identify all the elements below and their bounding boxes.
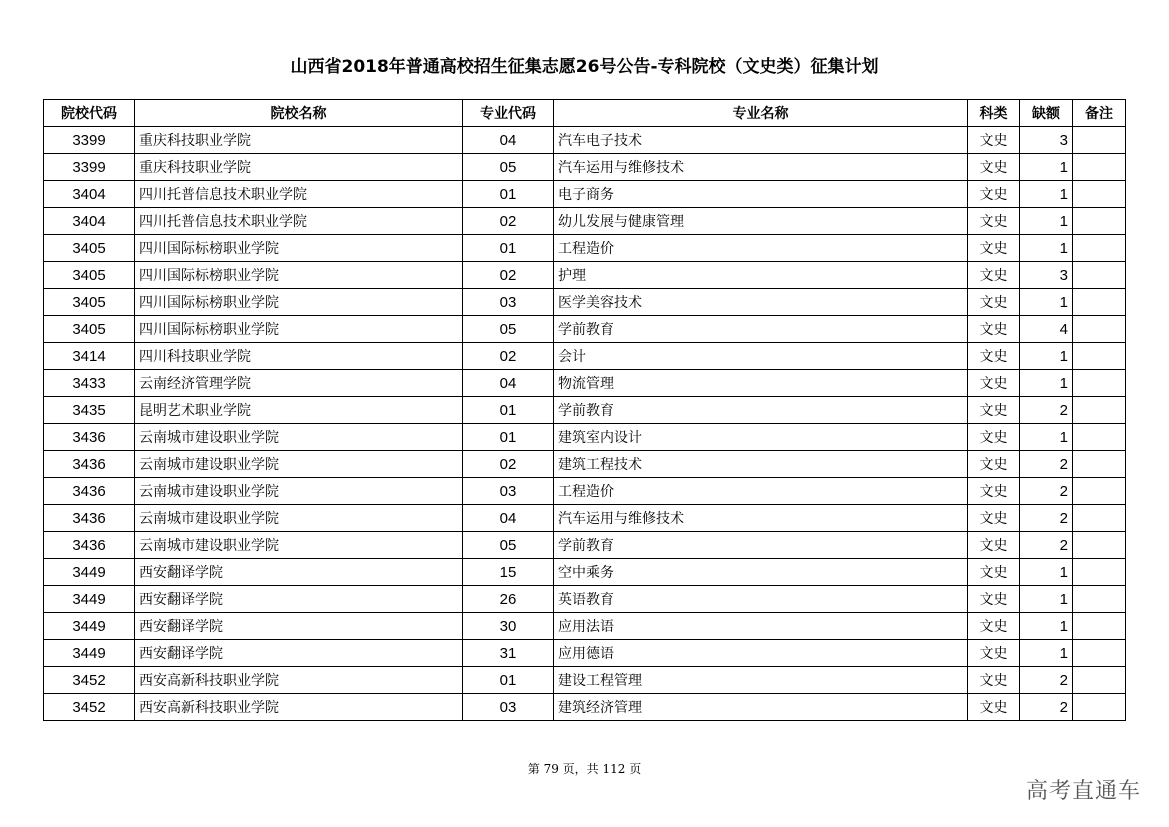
table-row [44, 586, 1126, 613]
cell-note [1073, 181, 1126, 208]
cell-quota: 2 [1020, 505, 1073, 532]
cell-major-code: 05 [463, 316, 554, 343]
cell-category: 文史 [968, 181, 1020, 208]
cell-school-name: 西安翻译学院 [135, 640, 463, 667]
cell-major-name: 应用法语 [554, 613, 968, 640]
cell-school-name: 四川托普信息技术职业学院 [135, 208, 463, 235]
cell-school-name: 云南城市建设职业学院 [135, 424, 463, 451]
cell-quota: 3 [1020, 262, 1073, 289]
table-row [44, 343, 1126, 370]
cell-major-name: 汽车运用与维修技术 [554, 505, 968, 532]
cell-note [1073, 127, 1126, 154]
cell-school-name: 西安翻译学院 [135, 586, 463, 613]
cell-major-name: 学前教育 [554, 397, 968, 424]
table-row [44, 208, 1126, 235]
cell-school-name: 西安翻译学院 [135, 559, 463, 586]
cell-note [1073, 586, 1126, 613]
cell-major-code: 02 [463, 262, 554, 289]
cell-major-code: 04 [463, 370, 554, 397]
cell-note [1073, 289, 1126, 316]
cell-school-name: 西安翻译学院 [135, 613, 463, 640]
cell-school-name: 云南城市建设职业学院 [135, 505, 463, 532]
header-major-name: 专业名称 [554, 100, 968, 127]
table-row [44, 181, 1126, 208]
cell-category: 文史 [968, 154, 1020, 181]
cell-major-code: 05 [463, 154, 554, 181]
cell-note [1073, 262, 1126, 289]
cell-category: 文史 [968, 613, 1020, 640]
cell-major-code: 01 [463, 424, 554, 451]
table-row [44, 154, 1126, 181]
cell-school-code: 3436 [44, 505, 135, 532]
cell-quota: 1 [1020, 154, 1073, 181]
cell-note [1073, 451, 1126, 478]
cell-note [1073, 532, 1126, 559]
header-school-code: 院校代码 [44, 100, 135, 127]
cell-school-code: 3449 [44, 586, 135, 613]
cell-school-name: 云南城市建设职业学院 [135, 478, 463, 505]
cell-quota: 2 [1020, 397, 1073, 424]
cell-major-code: 01 [463, 397, 554, 424]
cell-school-code: 3433 [44, 370, 135, 397]
cell-category: 文史 [968, 316, 1020, 343]
cell-quota: 1 [1020, 613, 1073, 640]
cell-major-code: 03 [463, 289, 554, 316]
cell-note [1073, 613, 1126, 640]
cell-school-name: 四川科技职业学院 [135, 343, 463, 370]
cell-school-name: 昆明艺术职业学院 [135, 397, 463, 424]
cell-major-code: 05 [463, 532, 554, 559]
header-quota: 缺额 [1020, 100, 1073, 127]
cell-category: 文史 [968, 586, 1020, 613]
cell-quota: 2 [1020, 478, 1073, 505]
cell-category: 文史 [968, 451, 1020, 478]
cell-school-name: 四川国际标榜职业学院 [135, 262, 463, 289]
cell-quota: 1 [1020, 640, 1073, 667]
cell-school-code: 3436 [44, 424, 135, 451]
cell-note [1073, 667, 1126, 694]
cell-major-code: 03 [463, 478, 554, 505]
cell-school-code: 3405 [44, 262, 135, 289]
cell-major-code: 01 [463, 667, 554, 694]
cell-category: 文史 [968, 235, 1020, 262]
cell-note [1073, 154, 1126, 181]
cell-quota: 4 [1020, 316, 1073, 343]
table-row [44, 694, 1126, 721]
cell-major-code: 31 [463, 640, 554, 667]
cell-quota: 2 [1020, 451, 1073, 478]
cell-category: 文史 [968, 127, 1020, 154]
cell-school-code: 3405 [44, 235, 135, 262]
cell-major-name: 汽车运用与维修技术 [554, 154, 968, 181]
cell-major-name: 电子商务 [554, 181, 968, 208]
cell-school-name: 四川国际标榜职业学院 [135, 235, 463, 262]
cell-major-name: 工程造价 [554, 235, 968, 262]
cell-school-code: 3436 [44, 532, 135, 559]
cell-major-code: 15 [463, 559, 554, 586]
cell-school-name: 西安高新科技职业学院 [135, 694, 463, 721]
cell-school-code: 3404 [44, 181, 135, 208]
cell-school-code: 3436 [44, 451, 135, 478]
cell-school-name: 重庆科技职业学院 [135, 154, 463, 181]
cell-major-code: 04 [463, 505, 554, 532]
header-school-name: 院校名称 [135, 100, 463, 127]
cell-category: 文史 [968, 370, 1020, 397]
cell-note [1073, 505, 1126, 532]
cell-major-name: 建设工程管理 [554, 667, 968, 694]
cell-major-name: 幼儿发展与健康管理 [554, 208, 968, 235]
cell-major-code: 02 [463, 451, 554, 478]
cell-school-code: 3449 [44, 640, 135, 667]
cell-major-code: 03 [463, 694, 554, 721]
header-note: 备注 [1073, 100, 1126, 127]
cell-note [1073, 397, 1126, 424]
cell-quota: 2 [1020, 667, 1073, 694]
page-title: 山西省2018年普通高校招生征集志愿26号公告-专科院校（文史类）征集计划 [290, 57, 879, 77]
cell-school-code: 3399 [44, 127, 135, 154]
cell-quota: 1 [1020, 424, 1073, 451]
watermark: 高考直通车 [1025, 779, 1141, 804]
cell-school-code: 3414 [44, 343, 135, 370]
cell-major-name: 学前教育 [554, 532, 968, 559]
cell-note [1073, 316, 1126, 343]
cell-major-code: 02 [463, 343, 554, 370]
cell-major-code: 02 [463, 208, 554, 235]
cell-major-code: 30 [463, 613, 554, 640]
cell-quota: 1 [1020, 289, 1073, 316]
cell-school-name: 云南城市建设职业学院 [135, 451, 463, 478]
table-row [44, 235, 1126, 262]
cell-school-code: 3452 [44, 667, 135, 694]
cell-school-name: 四川国际标榜职业学院 [135, 289, 463, 316]
cell-school-code: 3449 [44, 613, 135, 640]
header-major-code: 专业代码 [463, 100, 554, 127]
cell-note [1073, 640, 1126, 667]
cell-category: 文史 [968, 262, 1020, 289]
cell-school-code: 3399 [44, 154, 135, 181]
cell-category: 文史 [968, 694, 1020, 721]
cell-major-name: 医学美容技术 [554, 289, 968, 316]
cell-quota: 1 [1020, 586, 1073, 613]
cell-major-name: 建筑经济管理 [554, 694, 968, 721]
cell-major-code: 01 [463, 181, 554, 208]
cell-major-name: 建筑室内设计 [554, 424, 968, 451]
cell-school-name: 重庆科技职业学院 [135, 127, 463, 154]
cell-note [1073, 424, 1126, 451]
cell-school-code: 3405 [44, 289, 135, 316]
table-row [44, 451, 1126, 478]
cell-major-name: 工程造价 [554, 478, 968, 505]
table-row [44, 262, 1126, 289]
cell-quota: 2 [1020, 694, 1073, 721]
cell-school-name: 四川国际标榜职业学院 [135, 316, 463, 343]
cell-major-name: 空中乘务 [554, 559, 968, 586]
cell-category: 文史 [968, 289, 1020, 316]
cell-major-name: 护理 [554, 262, 968, 289]
cell-quota: 1 [1020, 181, 1073, 208]
cell-school-name: 西安高新科技职业学院 [135, 667, 463, 694]
table-row [44, 532, 1126, 559]
cell-school-code: 3405 [44, 316, 135, 343]
cell-school-code: 3436 [44, 478, 135, 505]
table-row [44, 127, 1126, 154]
cell-school-name: 云南经济管理学院 [135, 370, 463, 397]
table-row [44, 478, 1126, 505]
cell-note [1073, 370, 1126, 397]
table-row [44, 289, 1126, 316]
cell-category: 文史 [968, 478, 1020, 505]
cell-category: 文史 [968, 559, 1020, 586]
table-row [44, 640, 1126, 667]
cell-major-name: 应用德语 [554, 640, 968, 667]
table-row [44, 397, 1126, 424]
table-row [44, 370, 1126, 397]
cell-category: 文史 [968, 532, 1020, 559]
cell-note [1073, 559, 1126, 586]
cell-major-code: 26 [463, 586, 554, 613]
table-row [44, 613, 1126, 640]
cell-quota: 1 [1020, 235, 1073, 262]
table-row [44, 505, 1126, 532]
cell-quota: 1 [1020, 208, 1073, 235]
page-footer: 第 79 页，共 112 页 [527, 762, 642, 776]
table-row [44, 667, 1126, 694]
header-category: 科类 [968, 100, 1020, 127]
cell-category: 文史 [968, 424, 1020, 451]
table-header-row [44, 100, 1126, 127]
cell-major-name: 汽车电子技术 [554, 127, 968, 154]
cell-quota: 3 [1020, 127, 1073, 154]
cell-major-name: 建筑工程技术 [554, 451, 968, 478]
cell-school-code: 3404 [44, 208, 135, 235]
cell-category: 文史 [968, 208, 1020, 235]
cell-note [1073, 235, 1126, 262]
cell-note [1073, 478, 1126, 505]
cell-major-code: 04 [463, 127, 554, 154]
cell-note [1073, 694, 1126, 721]
cell-quota: 1 [1020, 343, 1073, 370]
table-body [44, 127, 1126, 721]
cell-school-code: 3435 [44, 397, 135, 424]
cell-school-name: 四川托普信息技术职业学院 [135, 181, 463, 208]
cell-quota: 1 [1020, 559, 1073, 586]
cell-category: 文史 [968, 640, 1020, 667]
cell-major-code: 01 [463, 235, 554, 262]
cell-school-code: 3452 [44, 694, 135, 721]
cell-quota: 2 [1020, 532, 1073, 559]
cell-major-name: 英语教育 [554, 586, 968, 613]
cell-category: 文史 [968, 505, 1020, 532]
cell-major-name: 会计 [554, 343, 968, 370]
cell-category: 文史 [968, 397, 1020, 424]
cell-note [1073, 343, 1126, 370]
table-row [44, 316, 1126, 343]
cell-major-name: 学前教育 [554, 316, 968, 343]
cell-major-name: 物流管理 [554, 370, 968, 397]
cell-note [1073, 208, 1126, 235]
cell-school-code: 3449 [44, 559, 135, 586]
table-row [44, 559, 1126, 586]
cell-school-name: 云南城市建设职业学院 [135, 532, 463, 559]
table-row [44, 424, 1126, 451]
enrollment-plan-table [43, 99, 1126, 721]
cell-quota: 1 [1020, 370, 1073, 397]
cell-category: 文史 [968, 343, 1020, 370]
cell-category: 文史 [968, 667, 1020, 694]
